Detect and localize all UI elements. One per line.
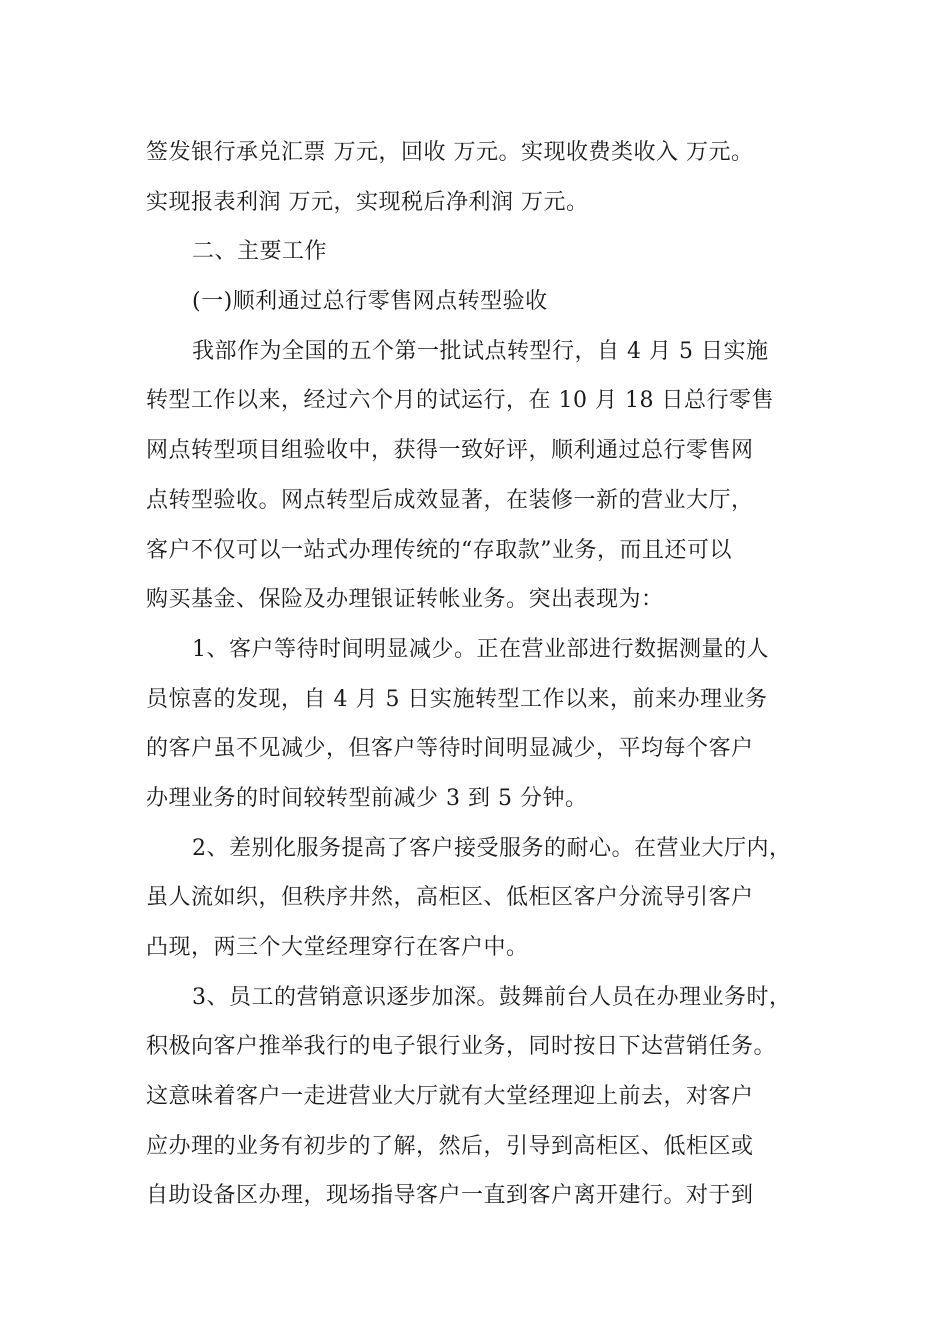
text-line: 点转型验收。网点转型后成效显著，在装修一新的营业大厅， <box>146 487 754 513</box>
text-line: 积极向客户推举我行的电子银行业务，同时按日下达营销任务。 <box>146 1034 777 1060</box>
text-line: 应办理的业务有初步的了解，然后，引导到高柜区、低柜区或 <box>146 1133 754 1159</box>
text-line: 这意味着客户一走进营业大厅就有大堂经理迎上前去，对客户 <box>146 1084 754 1110</box>
list-item: 2、差别化服务提高了客户接受服务的耐心。在营业大厅内， <box>192 835 792 861</box>
text-line: 的客户虽不见减少，但客户等待时间明显减少，平均每个客户 <box>146 736 754 762</box>
text-line: 员惊喜的发现，自 4 月 5 日实施转型工作以来，前来办理业务 <box>146 686 768 712</box>
text-line: 凸现，两三个大堂经理穿行在客户中。 <box>146 935 529 960</box>
text-line: 网点转型项目组验收中，获得一致好评，顺利通过总行零售网 <box>146 438 754 464</box>
text-line: 实现报表利润 万元，实现税后净利润 万元。 <box>146 189 589 215</box>
section-heading: 二、主要工作 <box>192 239 328 265</box>
text-line: 我部作为全国的五个第一批试点转型行，自 4 月 5 日实施 <box>192 338 769 364</box>
text-line: 自助设备区办理，现场指导客户一直到客户离开建行。对于到 <box>146 1183 754 1209</box>
text-line: 签发银行承兑汇票 万元，回收 万元。实现收费类收入 万元。 <box>146 140 754 165</box>
subsection-heading: (一)顺利通过总行零售网点转型验收 <box>192 289 548 315</box>
list-item: 1、客户等待时间明显减少。正在营业部进行数据测量的人 <box>192 636 769 662</box>
text-line: 转型工作以来，经过六个月的试运行，在 10 月 18 日总行零售 <box>146 388 774 414</box>
body-text <box>146 128 810 1221</box>
text-line: 虽人流如织，但秩序井然，高柜区、低柜区客户分流导引客户 <box>146 885 754 911</box>
text-line: 办理业务的时间较转型前减少 3 到 5 分钟。 <box>146 785 588 811</box>
list-item: 3、员工的营销意识逐步加深。鼓舞前台人员在办理业务时， <box>192 984 792 1010</box>
text-line: 购买基金、保险及办理银证转帐业务。突出表现为： <box>146 587 664 613</box>
text-line: 客户不仅可以一站式办理传统的“存取款”业务，而且还可以 <box>146 537 732 563</box>
